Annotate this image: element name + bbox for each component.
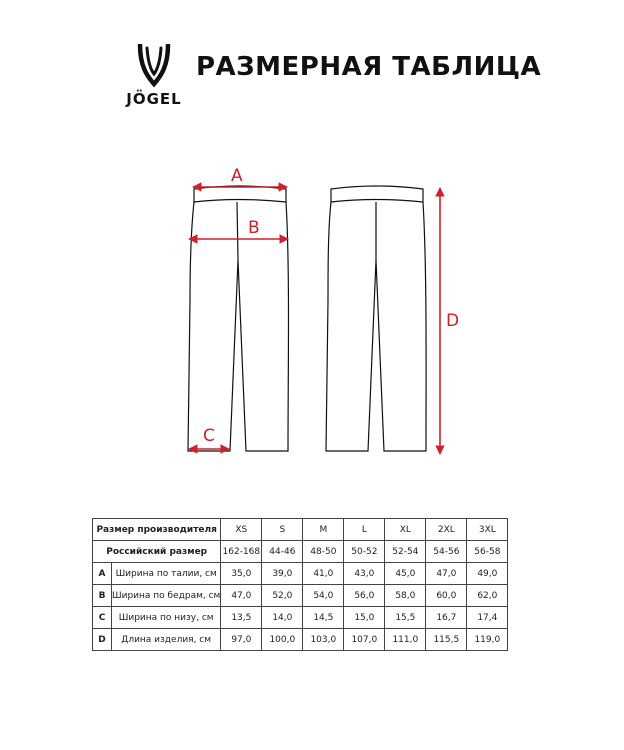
table-cell: 111,0 bbox=[385, 629, 426, 651]
table-cell: 35,0 bbox=[221, 563, 262, 585]
russian-size-cell: 48-50 bbox=[303, 541, 344, 563]
size-cell: 2XL bbox=[426, 519, 467, 541]
row-label: Длина изделия, см bbox=[112, 629, 221, 651]
dimension-c-label: C bbox=[203, 426, 215, 446]
table-cell: 103,0 bbox=[303, 629, 344, 651]
size-cell: 3XL bbox=[467, 519, 508, 541]
row-letter: C bbox=[93, 607, 112, 629]
table-cell: 115,5 bbox=[426, 629, 467, 651]
dimension-d-label: D bbox=[446, 311, 460, 331]
table-cell: 49,0 bbox=[467, 563, 508, 585]
table-cell: 47,0 bbox=[426, 563, 467, 585]
row-letter: A bbox=[93, 563, 112, 585]
table-cell: 62,0 bbox=[467, 585, 508, 607]
table-cell: 47,0 bbox=[221, 585, 262, 607]
russian-label: Российский размер bbox=[93, 541, 221, 563]
table-header-row bbox=[93, 519, 508, 541]
table-cell: 39,0 bbox=[262, 563, 303, 585]
table-row bbox=[93, 563, 508, 585]
table-cell: 41,0 bbox=[303, 563, 344, 585]
table-row bbox=[93, 607, 508, 629]
row-letter: D bbox=[93, 629, 112, 651]
logo-text: JÖGEL bbox=[126, 90, 182, 108]
table-cell: 52,0 bbox=[262, 585, 303, 607]
size-cell: S bbox=[262, 519, 303, 541]
table-row bbox=[93, 585, 508, 607]
table-row bbox=[93, 629, 508, 651]
size-cell: XS bbox=[221, 519, 262, 541]
russian-size-cell: 52-54 bbox=[385, 541, 426, 563]
size-cell: M bbox=[303, 519, 344, 541]
row-label: Ширина по талии, см bbox=[112, 563, 221, 585]
table-cell: 100,0 bbox=[262, 629, 303, 651]
russian-size-cell: 162-168 bbox=[221, 541, 262, 563]
jogel-logo bbox=[118, 44, 190, 110]
table-cell: 43,0 bbox=[344, 563, 385, 585]
pants-diagram bbox=[0, 150, 624, 470]
logo-mark-icon bbox=[134, 44, 174, 88]
table-cell: 16,7 bbox=[426, 607, 467, 629]
size-table bbox=[92, 518, 508, 651]
header-label: Размер производителя bbox=[93, 519, 221, 541]
pants-front-view bbox=[188, 186, 289, 451]
table-cell: 14,5 bbox=[303, 607, 344, 629]
row-letter: B bbox=[93, 585, 112, 607]
size-cell: L bbox=[344, 519, 385, 541]
table-cell: 56,0 bbox=[344, 585, 385, 607]
table-cell: 17,4 bbox=[467, 607, 508, 629]
russian-size-cell: 54-56 bbox=[426, 541, 467, 563]
page-title: РАЗМЕРНАЯ ТАБЛИЦА bbox=[196, 52, 542, 82]
dimension-b-label: B bbox=[248, 218, 260, 238]
table-cell: 54,0 bbox=[303, 585, 344, 607]
table-cell: 107,0 bbox=[344, 629, 385, 651]
table-cell: 58,0 bbox=[385, 585, 426, 607]
dimension-a-label: A bbox=[231, 166, 243, 186]
russian-size-cell: 44-46 bbox=[262, 541, 303, 563]
row-label: Ширина по бедрам, см bbox=[112, 585, 221, 607]
pants-back-view bbox=[326, 186, 426, 451]
table-cell: 119,0 bbox=[467, 629, 508, 651]
table-cell: 45,0 bbox=[385, 563, 426, 585]
row-label: Ширина по низу, см bbox=[112, 607, 221, 629]
table-cell: 13,5 bbox=[221, 607, 262, 629]
table-cell: 60,0 bbox=[426, 585, 467, 607]
russian-size-cell: 56-58 bbox=[467, 541, 508, 563]
table-cell: 97,0 bbox=[221, 629, 262, 651]
table-cell: 15,0 bbox=[344, 607, 385, 629]
table-cell: 15,5 bbox=[385, 607, 426, 629]
table-cell: 14,0 bbox=[262, 607, 303, 629]
size-cell: XL bbox=[385, 519, 426, 541]
table-russian-row bbox=[93, 541, 508, 563]
russian-size-cell: 50-52 bbox=[344, 541, 385, 563]
